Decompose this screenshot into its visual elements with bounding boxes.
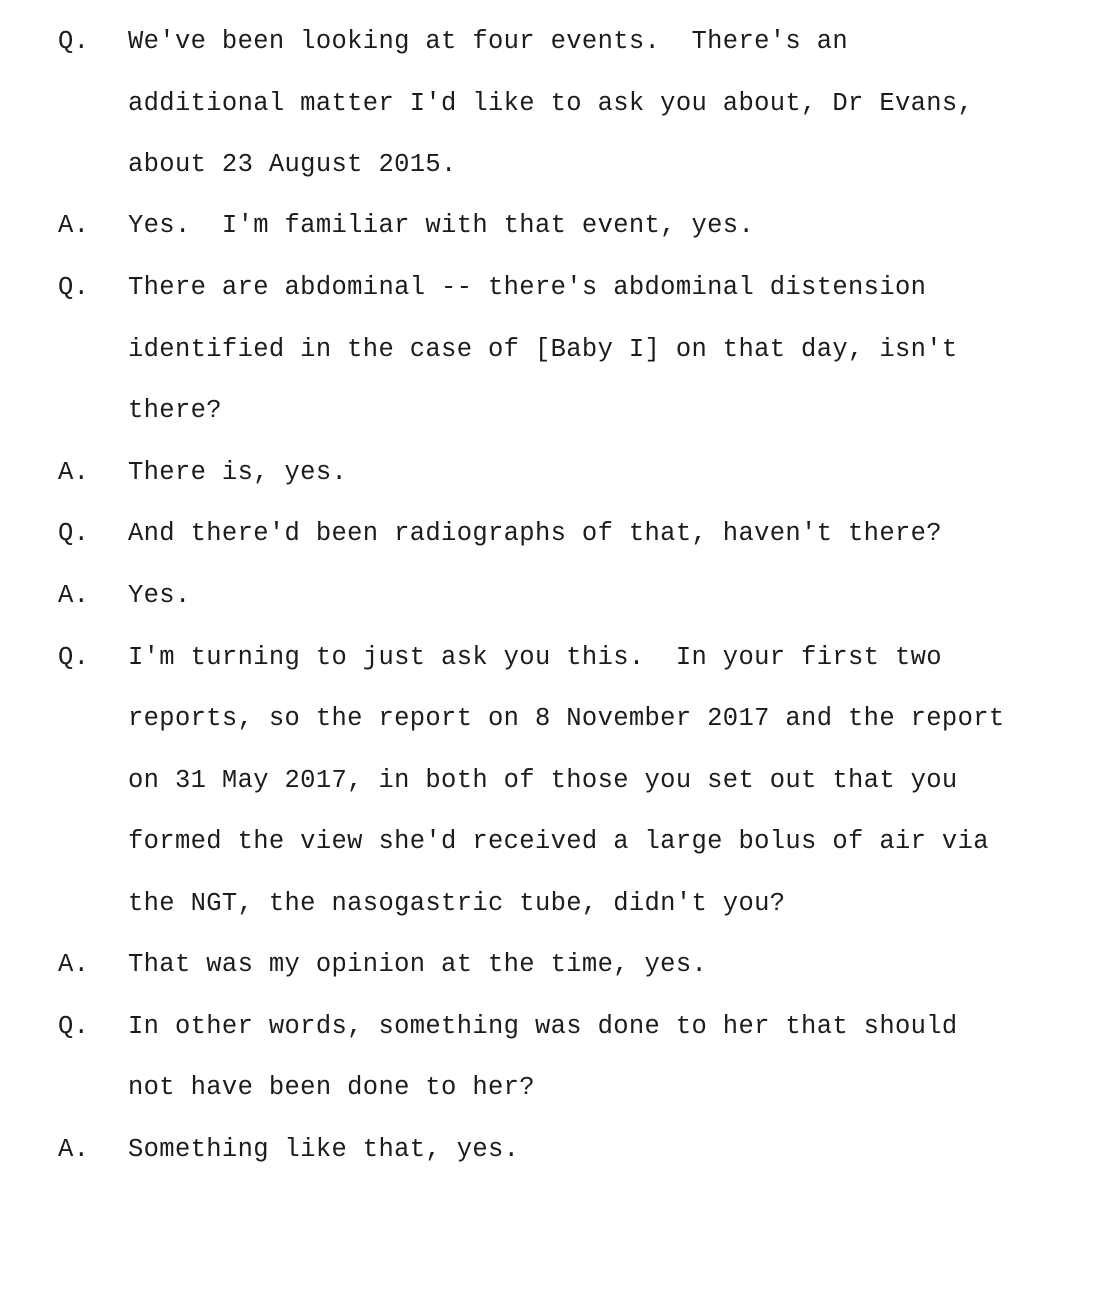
transcript-line <box>0 268 1114 308</box>
transcript-line <box>0 1068 1114 1108</box>
speaker-label: Q. <box>58 643 90 672</box>
transcript-line <box>0 1007 1114 1047</box>
line-text: identified in the case of [Baby I] on that day, isn't <box>128 335 958 364</box>
transcript-line <box>0 514 1114 554</box>
line-text: about 23 August 2015. <box>128 150 457 179</box>
line-text: There are abdominal -- there's abdominal distension <box>128 273 927 302</box>
line-text: That was my opinion at the time, yes. <box>128 950 708 979</box>
speaker-label: A. <box>58 581 90 610</box>
line-text: reports, so the report on 8 November 2017 and the report <box>128 704 1005 733</box>
transcript-line <box>0 453 1114 493</box>
speaker-label: Q. <box>58 519 90 548</box>
transcript-line <box>0 22 1114 62</box>
line-text: the NGT, the nasogastric tube, didn't you? <box>128 889 786 918</box>
transcript-line <box>0 1130 1114 1170</box>
transcript-line <box>0 638 1114 678</box>
transcript-line <box>0 761 1114 801</box>
transcript-line <box>0 699 1114 739</box>
speaker-label: Q. <box>58 1012 90 1041</box>
line-text: not have been done to her? <box>128 1073 535 1102</box>
transcript-line <box>0 822 1114 862</box>
line-text: We've been looking at four events. There's an <box>128 27 849 56</box>
transcript-line <box>0 145 1114 185</box>
line-text: In other words, something was done to her that should <box>128 1012 958 1041</box>
speaker-label: A. <box>58 950 90 979</box>
speaker-label: A. <box>58 211 90 240</box>
line-text: there? <box>128 396 222 425</box>
transcript-line <box>0 884 1114 924</box>
speaker-label: Q. <box>58 27 90 56</box>
line-text: additional matter I'd like to ask you about, Dr Evans, <box>128 89 974 118</box>
transcript-line <box>0 576 1114 616</box>
line-text: Something like that, yes. <box>128 1135 520 1164</box>
speaker-label: Q. <box>58 273 90 302</box>
speaker-label: A. <box>58 458 90 487</box>
line-text: on 31 May 2017, in both of those you set out that you <box>128 766 958 795</box>
transcript-line <box>0 391 1114 431</box>
line-text: And there'd been radiographs of that, haven't there? <box>128 519 942 548</box>
transcript-line <box>0 84 1114 124</box>
transcript-line <box>0 206 1114 246</box>
speaker-label: A. <box>58 1135 90 1164</box>
line-text: Yes. <box>128 581 191 610</box>
transcript-line <box>0 330 1114 370</box>
line-text: I'm turning to just ask you this. In your first two <box>128 643 942 672</box>
transcript-line <box>0 945 1114 985</box>
line-text: formed the view she'd received a large bolus of air via <box>128 827 989 856</box>
line-text: Yes. I'm familiar with that event, yes. <box>128 211 755 240</box>
line-text: There is, yes. <box>128 458 348 487</box>
